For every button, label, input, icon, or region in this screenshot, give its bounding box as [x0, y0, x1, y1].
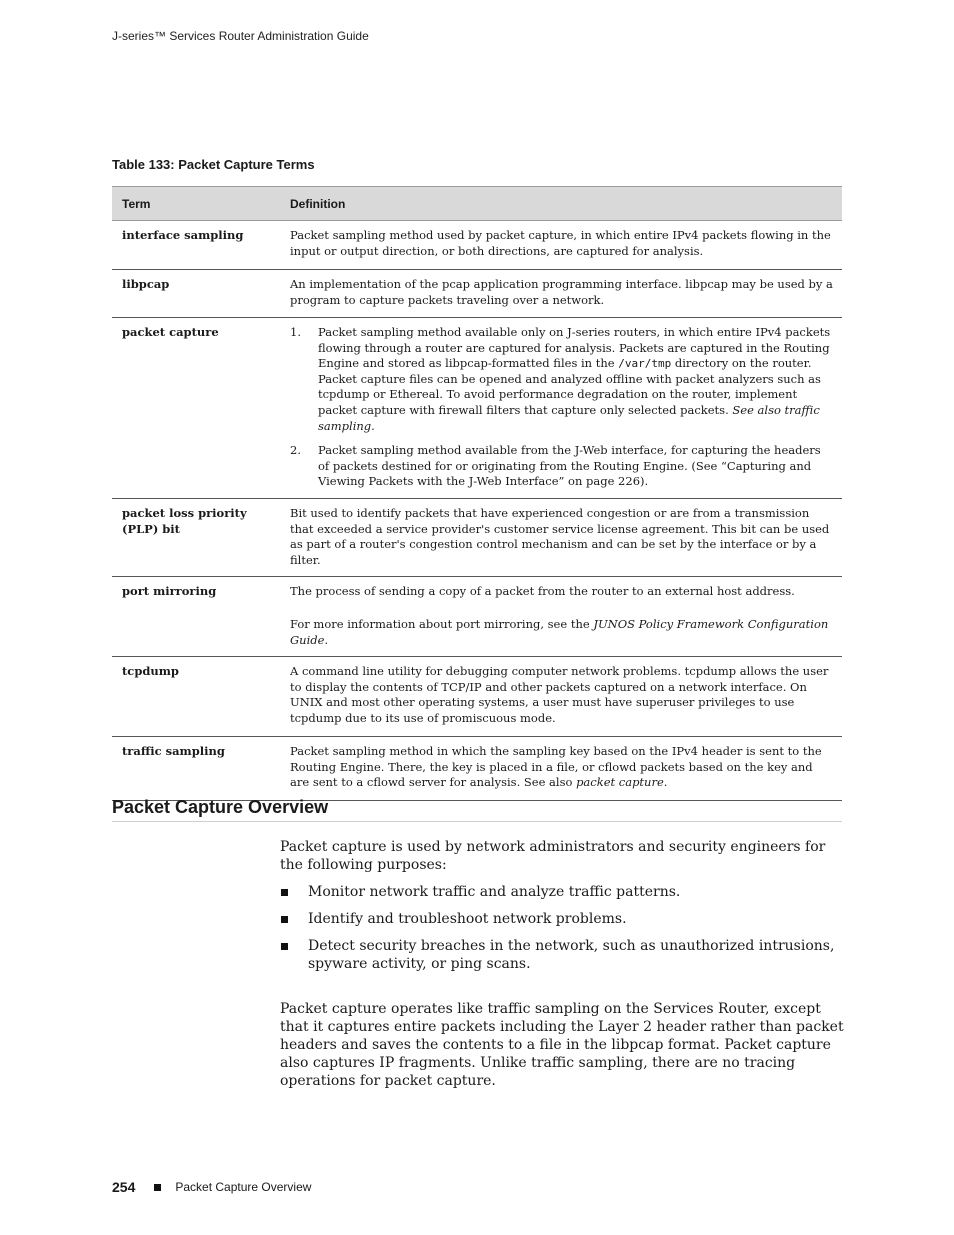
table-row [112, 657, 842, 737]
definition-list-item [290, 443, 834, 490]
column-header-definition: Definition [280, 187, 842, 221]
term-cell: libpcap [112, 270, 280, 318]
section-body [280, 838, 845, 982]
purpose-list [280, 883, 845, 973]
page-number: 254 [112, 1179, 136, 1195]
term-cell: interface sampling [112, 221, 280, 270]
definition-more-info [290, 617, 834, 648]
definition-cell [280, 737, 842, 801]
definition-cell [280, 318, 842, 499]
overview-paragraph-block [280, 1000, 845, 1090]
definition-cell [280, 498, 842, 576]
item-number: 2. [290, 443, 301, 458]
see-also-reference: packet capture [576, 775, 664, 790]
section-title: Packet Capture Overview [112, 797, 842, 822]
term-cell: port mirroring [112, 577, 280, 657]
item-text: Packet sampling method available only on J-series routers, in which entire IPv4 packets flowing through a router are captured for analysis. Packets are captured in the Routing Engine and stored as libpcap-formatted files in the [318, 325, 831, 371]
list-item-text: Monitor network traffic and analyze traffic patterns. [308, 884, 681, 900]
square-bullet-icon [281, 943, 288, 950]
terms-table [112, 186, 842, 801]
definition-text: An implementation of the pcap application programming interface. libpcap may be used by a program to capture packets traveling over a network. [290, 277, 833, 307]
item-text: Packet sampling method available from the J-Web interface, for capturing the headers of packets destined for or originating from the Routing Engine. (See “Capturing and Viewing Packets with the J-Web Interface” on page 226). [318, 443, 821, 489]
definition-list [290, 325, 834, 490]
intro-paragraph: Packet capture is used by network administrators and security engineers for the following purposes: [280, 839, 826, 873]
list-item-text: Detect security breaches in the network, such as unauthorized intrusions, spyware activity, or ping scans. [308, 938, 835, 972]
definition-text [290, 744, 834, 791]
page-footer [112, 1179, 311, 1195]
definition-list-item [290, 325, 834, 434]
running-header: J-series™ Services Router Administration Guide [112, 29, 369, 43]
list-item [280, 937, 845, 973]
table-row [112, 737, 842, 801]
definition-cell [280, 577, 842, 657]
square-bullet-icon [281, 916, 288, 923]
table-row [112, 498, 842, 576]
definition-text: The process of sending a copy of a packet from the router to an external host address. [290, 584, 795, 599]
term-cell: traffic sampling [112, 737, 280, 801]
table-header-row [112, 187, 842, 221]
definition-text: Bit used to identify packets that have experienced congestion or are from a transmission that exceeded a service provider's customer service license agreement. This bit can be used as part of a router's congestion control mechanism and can be set by the interface or by a filter. [290, 505, 830, 567]
definition-cell [280, 221, 842, 270]
column-header-term: Term [112, 187, 280, 221]
item-text: directory on the router. Packet capture files can be opened and analyzed offline with packet analyzers such as tcpdump or Ethereal. To avoid performance degradation on the router, implement packet capture with firewall filters that capture only selected packets. [318, 356, 821, 417]
directory-path: /var/tmp [618, 357, 672, 371]
item-number: 1. [290, 325, 301, 339]
term-cell: packet loss priority (PLP) bit [112, 498, 280, 576]
table-row [112, 221, 842, 270]
square-bullet-icon [281, 889, 288, 896]
definition-text: Packet sampling method used by packet capture, in which entire IPv4 packets flowing in the input or output direction, or both directions, are captured for analysis. [290, 228, 831, 258]
term-cell: packet capture [112, 318, 280, 499]
square-separator-icon [154, 1184, 161, 1191]
table-row [112, 577, 842, 657]
list-item-text: Identify and troubleshoot network problems. [308, 911, 627, 927]
guide-reference: JUNOS Policy Framework Configuration Guide [290, 616, 829, 647]
definition-text-part: Packet sampling method in which the sampling key based on the IPv4 header is sent to the Routing Engine. There, the key is placed in a file, or cflowd packets based on the key and are sent to a cflowd server for analysis. See also [290, 744, 822, 790]
definition-text-end: . [663, 775, 668, 790]
footer-section-title: Packet Capture Overview [175, 1180, 312, 1194]
item-text-end: . [371, 418, 375, 433]
list-item [280, 910, 845, 928]
table-row [112, 318, 842, 499]
overview-paragraph: Packet capture operates like traffic sampling on the Services Router, except that it captures entire packets including the Layer 2 header rather than packet headers and saves the contents to a file in the libpcap format. Packet capture also captures IP fragments. Unlike traffic sampling, there are no tracing operations for packet capture. [280, 1001, 844, 1089]
definition-cell [280, 657, 842, 737]
definition-cell [280, 270, 842, 318]
table-caption: Table 133: Packet Capture Terms [112, 157, 315, 172]
list-item [280, 883, 845, 901]
see-also-reference: See also traffic sampling [318, 402, 820, 433]
more-info-end: . [324, 632, 329, 647]
more-info-text: For more information about port mirroring, see the [290, 616, 594, 631]
table-row [112, 270, 842, 318]
term-cell: tcpdump [112, 657, 280, 737]
definition-text: A command line utility for debugging computer network problems. tcpdump allows the user to display the contents of TCP/IP and other packets captured on a network interface. On UNIX and most other operating systems, a user must have superuser privileges to use tcpdump due to its use of promiscuous mode. [290, 664, 829, 725]
